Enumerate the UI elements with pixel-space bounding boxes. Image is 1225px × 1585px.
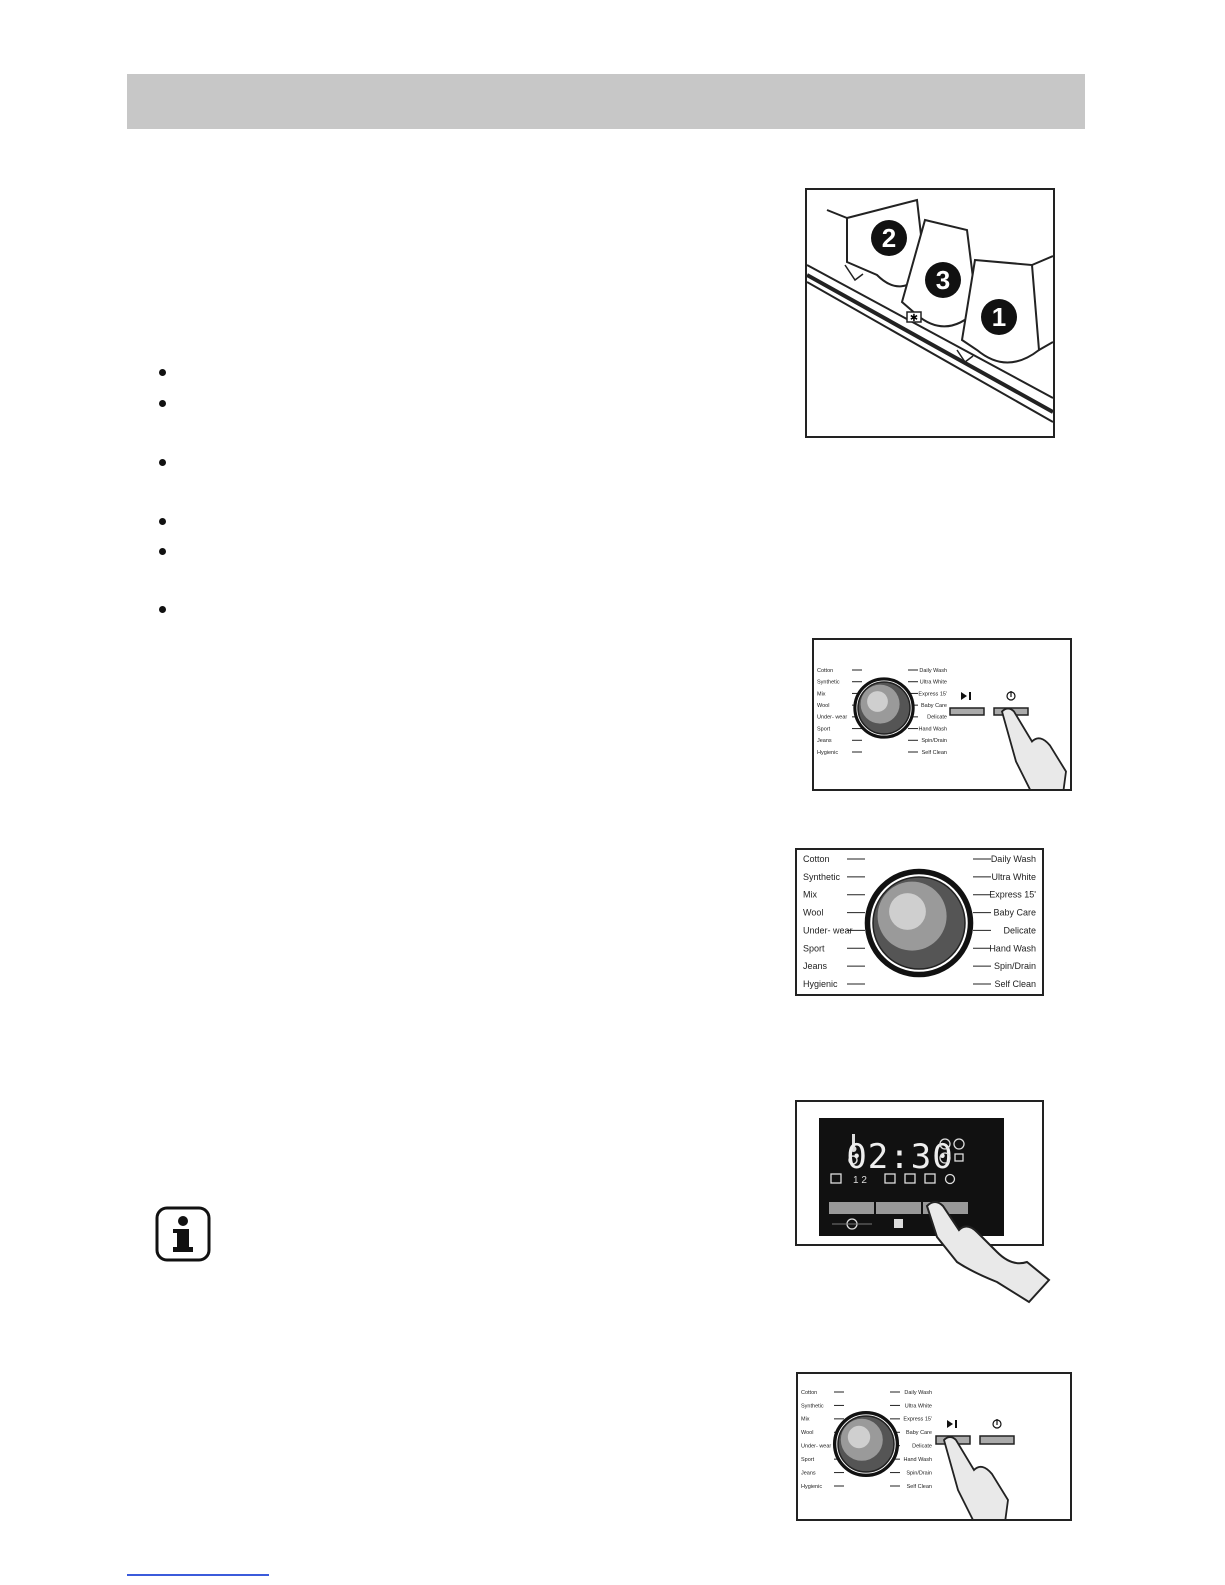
pointing-hand-icon (944, 1437, 1008, 1519)
dial-label-left: Under- wear (817, 714, 848, 721)
dial-label-right: Hand Wash (918, 726, 947, 733)
compartment-1-icon (981, 299, 1017, 335)
dial-label-right: Daily Wash (919, 667, 947, 674)
dial-label-right: Delicate (927, 714, 947, 721)
dial-label-right: Ultra White (919, 679, 947, 686)
dial-label-right: Self Clean (906, 1483, 932, 1490)
dial-label-left: Cotton (817, 667, 834, 674)
control-panel-start-figure (796, 1372, 1072, 1521)
dial-label-right: Spin/Drain (993, 961, 1036, 972)
display-button-1[interactable] (829, 1202, 874, 1214)
compartment-3-number: 3 (935, 265, 951, 295)
dial-label-left: Hygienic (801, 1483, 823, 1490)
dial-label-left: Synthetic (803, 871, 841, 882)
power-button[interactable] (980, 1436, 1014, 1444)
dial-label-left: Mix (801, 1416, 810, 1423)
bullet-point (159, 459, 166, 466)
dial-label-right: Self Clean (921, 749, 947, 756)
dial-label-right: Delicate (1003, 925, 1036, 936)
dial-shine (848, 1426, 870, 1448)
dial-label-right: Self Clean (994, 979, 1036, 989)
soil-level-digits: 1 2 (853, 1175, 867, 1186)
compartment-1-number: 1 (991, 302, 1007, 332)
dial-label-right: Express 15' (918, 691, 947, 698)
dial-label-left: Wool (803, 907, 824, 918)
extra-rinse-button-icon (894, 1219, 903, 1228)
dial-label-left: Sport (803, 943, 825, 954)
start-pause-button[interactable] (950, 708, 984, 715)
power-icon (1007, 691, 1015, 700)
dial-label-left: Wool (801, 1430, 814, 1437)
dial-shine (867, 691, 888, 712)
control-panel-power-figure (812, 638, 1072, 791)
dial-label-left: Mix (803, 889, 817, 900)
dial-label-right: Daily Wash (990, 854, 1036, 864)
bullet-point (159, 400, 166, 407)
display-button-2[interactable] (876, 1202, 921, 1214)
dial-label-right: Spin/Drain (921, 738, 947, 745)
bullet-point (159, 518, 166, 525)
bullet-point (159, 369, 166, 376)
dial-label-right: Delicate (912, 1443, 932, 1450)
dial-label-left: Jeans (801, 1470, 816, 1477)
dial-label-left: Synthetic (801, 1403, 824, 1410)
program-dial-figure (795, 848, 1044, 996)
dial-label-left: Synthetic (817, 679, 840, 686)
bullet-point (159, 548, 166, 555)
detergent-dispenser-figure (805, 188, 1055, 438)
dial-label-left: Under- wear (803, 925, 853, 936)
dial-label-left: Hygienic (803, 979, 838, 989)
dial-label-right: Express 15' (989, 889, 1036, 900)
dial-label-right: Hand Wash (989, 943, 1036, 954)
dial-label-left: Sport (817, 726, 831, 733)
play-pause-icon (961, 692, 971, 700)
dial-label-right: Ultra White (904, 1403, 932, 1410)
dial-label-right: Baby Care (921, 702, 947, 709)
info-icon (155, 1206, 211, 1262)
dial-label-left: Cotton (803, 854, 830, 864)
dial-label-right: Ultra White (991, 871, 1036, 882)
footer-link-rule (127, 1574, 269, 1576)
dial-label-right: Baby Care (993, 907, 1036, 918)
dial-label-left: Mix (817, 691, 826, 698)
dial-label-left: Cotton (801, 1389, 818, 1396)
play-pause-icon (947, 1420, 957, 1428)
dial-label-left: Under- wear (801, 1443, 832, 1450)
dial-label-left: Hygienic (817, 749, 839, 756)
bullet-point (159, 606, 166, 613)
dial-label-left: Wool (817, 702, 830, 709)
display-panel-figure (795, 1100, 1044, 1246)
dial-label-right: Baby Care (906, 1430, 932, 1437)
dial-label-left: Sport (801, 1456, 815, 1463)
dial-label-right: Daily Wash (904, 1389, 932, 1396)
compartment-2-number: 2 (881, 223, 897, 253)
dial-label-right: Express 15' (903, 1416, 932, 1423)
svg-text:✱: ✱ (909, 313, 919, 324)
dial-label-left: Jeans (817, 738, 832, 745)
dial-label-right: Spin/Drain (906, 1470, 932, 1477)
compartment-3-icon (925, 262, 961, 298)
compartment-2-icon (871, 220, 907, 256)
section-header-bar (127, 74, 1085, 129)
pointing-hand-icon (1002, 709, 1066, 790)
dial-shine (889, 893, 926, 930)
power-icon (993, 1419, 1001, 1428)
dial-label-left: Jeans (803, 961, 828, 972)
display-screen (819, 1118, 1004, 1236)
display-time: 02:30 (846, 1137, 954, 1177)
dial-label-right: Hand Wash (903, 1456, 932, 1463)
softener-flower-icon (907, 312, 921, 324)
